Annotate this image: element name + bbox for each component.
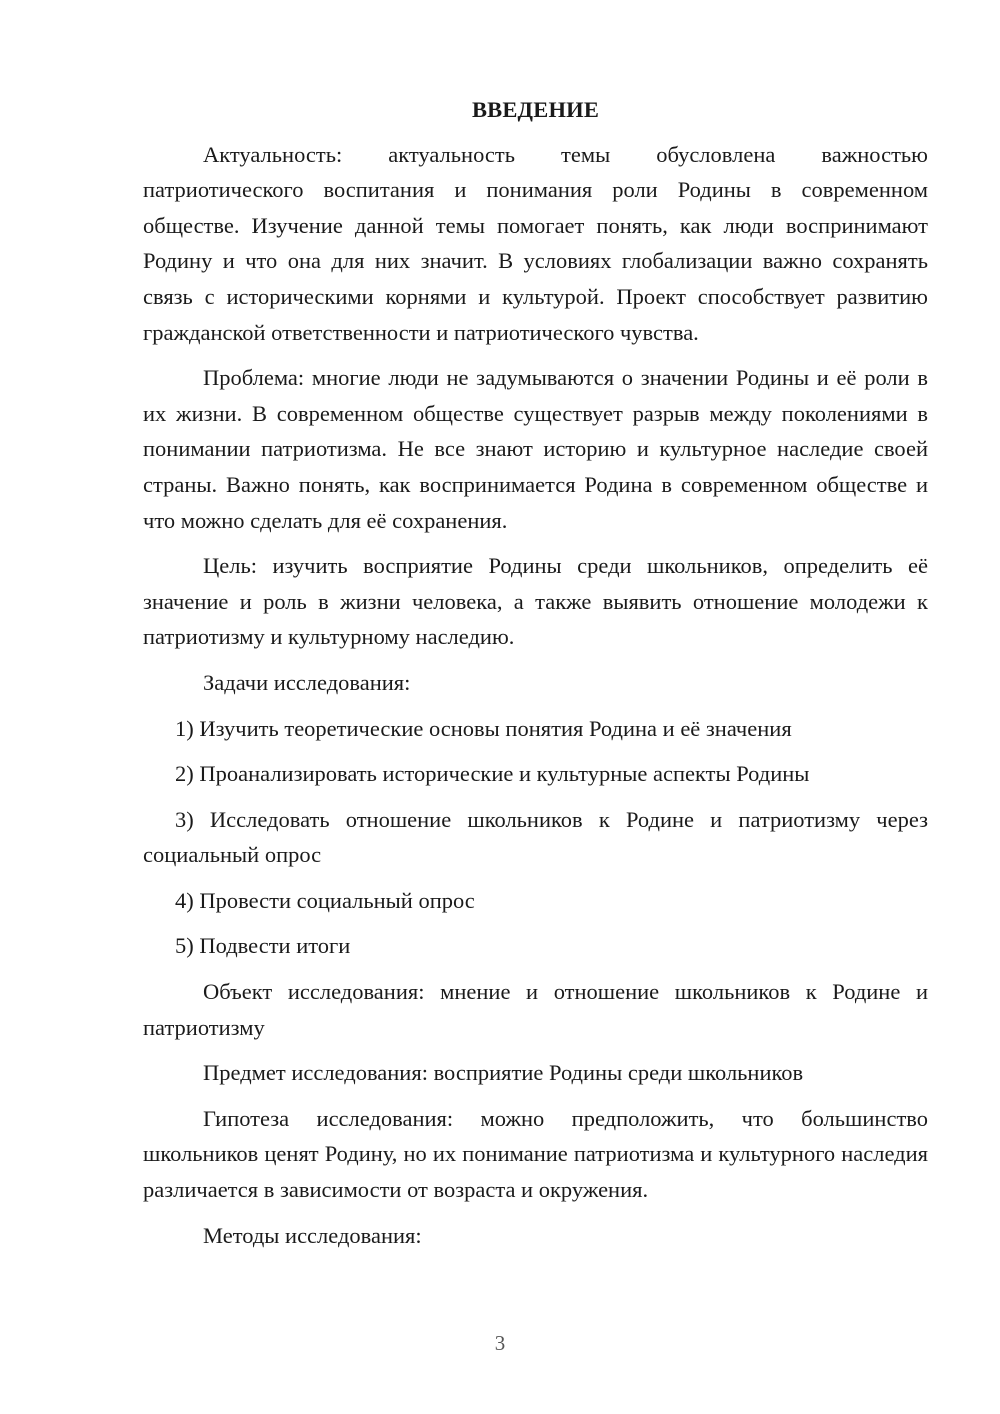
task-item-5: 5) Подвести итоги	[175, 933, 351, 959]
task-item-2: 2) Проанализировать исторические и культурные аспекты Родины	[175, 761, 810, 787]
task-item-3: 3) Исследовать отношение школьников к Родине и патриотизму через социальный опрос	[143, 806, 928, 868]
subject-paragraph: Предмет исследования: восприятие Родины среди школьников	[203, 1060, 804, 1086]
relevance-paragraph: Актуальность: актуальность темы обусловлена важностью патриотического воспитания и понимания роли Родины в современном обществе. Изучение данной темы помогает понять, как люди воспринимают Родину и что она для них значит. В условиях глобализации важно сохранять связь с историческими корнями и культурой. Проект способствует развитию гражданской ответственности и патриотического чувства.	[143, 141, 928, 345]
hypothesis-paragraph: Гипотеза исследования: можно предположить, что большинство школьников ценят Родину, но их понимание патриотизма и культурного наследия различается в зависимости от возраста и окружения.	[143, 1105, 928, 1203]
document-body	[143, 92, 928, 1263]
methods-heading: Методы исследования:	[203, 1222, 422, 1248]
page-number: 3	[494, 1331, 506, 1355]
section-title: ВВЕДЕНИЕ	[471, 97, 600, 122]
task-item-4: 4) Провести социальный опрос	[175, 887, 475, 913]
object-paragraph: Объект исследования: мнение и отношение школьников к Родине и патриотизму	[143, 979, 928, 1040]
task-item-1: 1) Изучить теоретические основы понятия Родина и её значения	[175, 715, 792, 741]
problem-paragraph: Проблема: многие люди не задумываются о значении Родины и её роли в их жизни. В современном обществе существует разрыв между поколениями в понимании патриотизма. Не все знают историю и культурное наследие своей страны. Важно понять, как воспринимается Родина в современном обществе и что можно сделать для её сохранения.	[143, 365, 928, 533]
goal-paragraph: Цель: изучить восприятие Родины среди школьников, определить её значение и роль в жизни человека, а также выявить отношение молодежи к патриотизму и культурному наследию.	[143, 553, 928, 650]
tasks-heading: Задачи исследования:	[203, 669, 411, 695]
